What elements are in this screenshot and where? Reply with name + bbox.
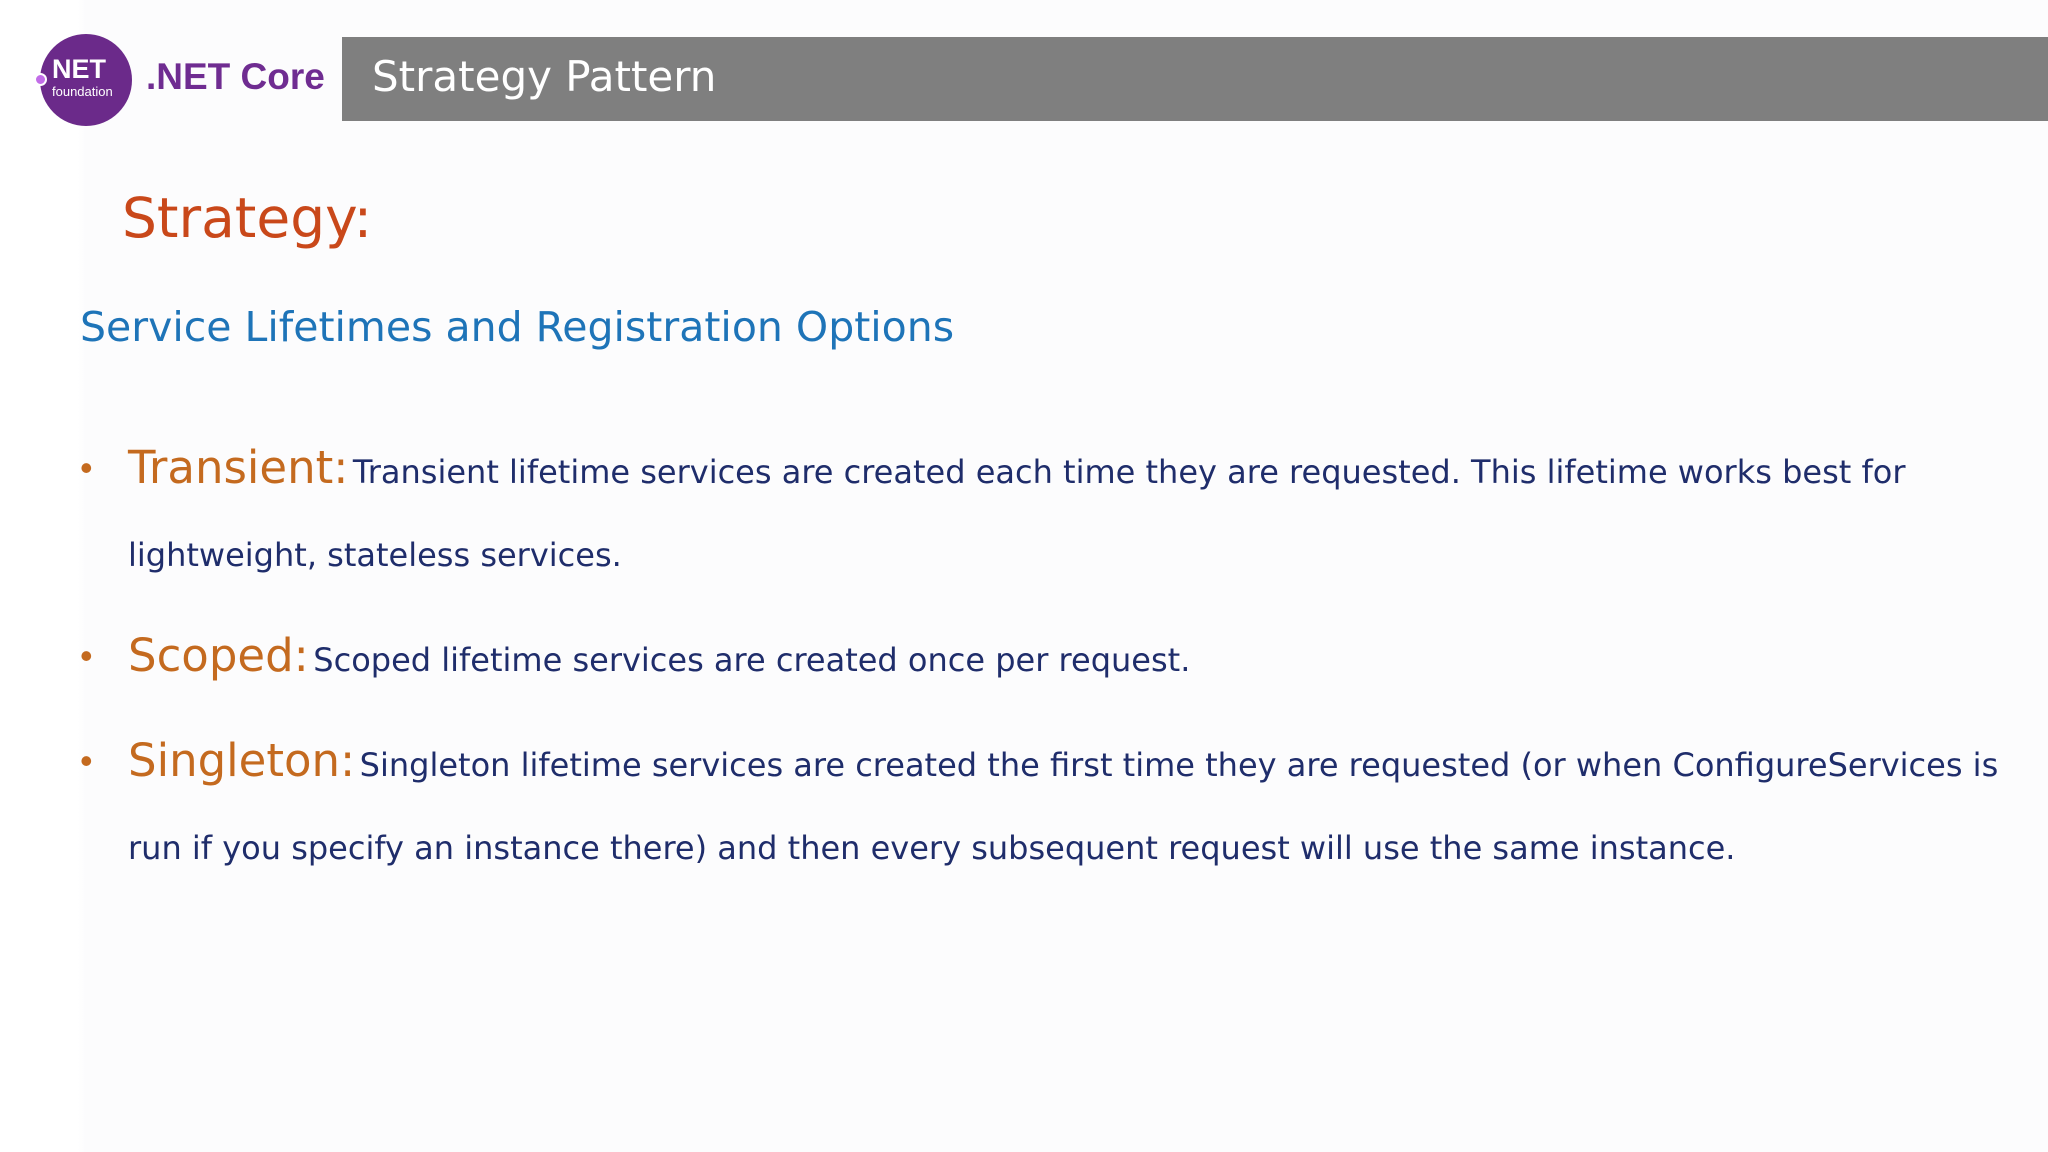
brand-name: .NET Core [146, 56, 325, 97]
bullet-dot-icon: • [80, 447, 93, 488]
bullet-description: Singleton lifetime services are created the first time they are requested (or when ConfigureServices is run if you specify an instance there) and then every subsequent request will use the same instance. [128, 746, 1999, 867]
slide-title: Strategy Pattern [372, 52, 717, 101]
bullet-dot-icon: • [80, 635, 93, 676]
bullet-description: Scoped lifetime services are created once per request. [313, 641, 1191, 679]
lifetime-bullet-list [80, 430, 2020, 911]
title-bar [342, 37, 2048, 121]
bullet-term: Transient: [128, 441, 349, 494]
bullet-dot-icon: • [80, 740, 93, 781]
bullet-description: Transient lifetime services are created each time they are requested. This lifetime works best for lightweight, stateless services. [128, 453, 1906, 574]
logo-net-text: NET [52, 54, 106, 84]
bullet-scoped [80, 618, 2020, 705]
bullet-transient [80, 430, 2020, 600]
bullet-term: Singleton: [128, 734, 356, 787]
logo-foundation-text: foundation [52, 84, 113, 99]
section-subheading: Service Lifetimes and Registration Options [80, 303, 955, 351]
logo-dot-icon [34, 73, 47, 86]
bullet-term: Scoped: [128, 629, 309, 682]
bullet-singleton [80, 723, 2020, 893]
net-foundation-logo [40, 34, 132, 126]
section-heading: Strategy: [122, 186, 373, 250]
